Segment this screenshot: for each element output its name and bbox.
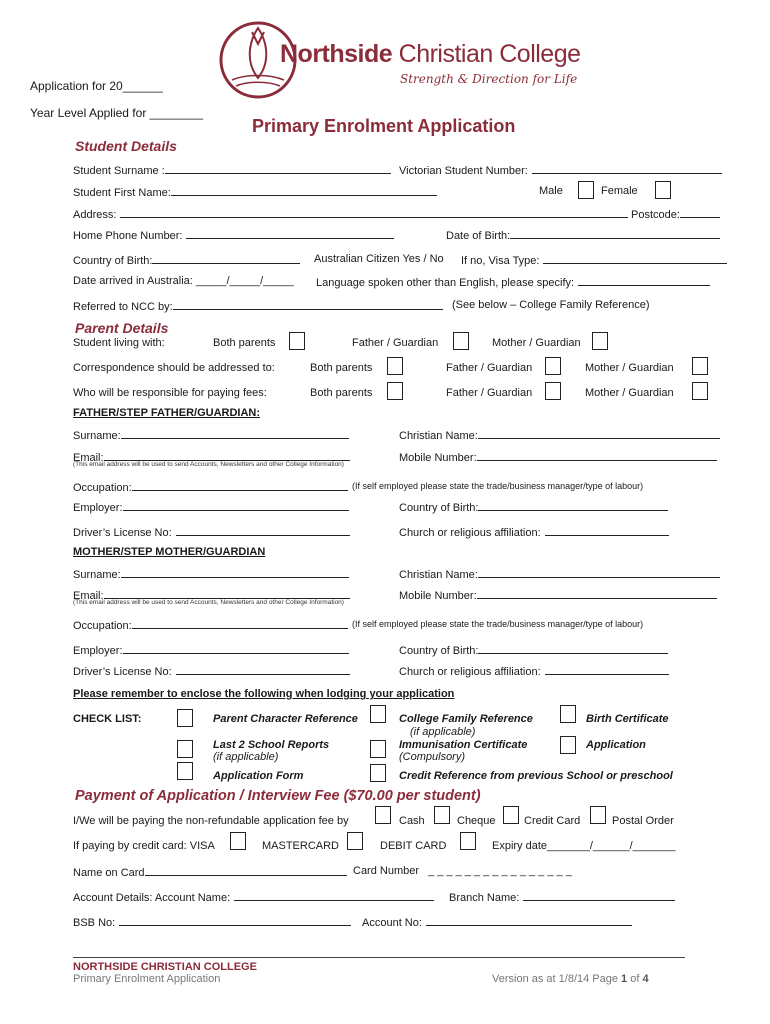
father-heading: FATHER/STEP FATHER/GUARDIAN: [73,407,261,419]
college-logo [218,18,588,98]
family-reference-label: College Family Reference [399,713,533,725]
living-both-checkbox[interactable] [289,332,305,350]
referred-by-field[interactable]: Referred to NCC by: [73,299,443,313]
expiry-date-field[interactable]: Expiry date_______/______/_______ [492,840,676,852]
parent-details-heading: Parent Details [75,320,169,336]
immunisation-label: Immunisation Certificate [399,739,528,751]
checklist-reminder: Please remember to enclose the following when lodging your application [73,688,455,700]
living-mother-label: Mother / Guardian [492,337,581,349]
mastercard-label: MASTERCARD [262,840,340,852]
family-reference-sub: (if applicable) [410,726,476,738]
postal-order-checkbox[interactable] [590,806,606,824]
credit-reference-checkbox[interactable] [370,764,386,782]
corr-father-label: Father / Guardian [446,362,533,374]
address-field[interactable]: Address: [73,207,628,221]
date-arrived-field[interactable]: Date arrived in Australia: _____/_____/_____ [73,275,294,287]
footer-form-name: Primary Enrolment Application [73,973,221,985]
account-name-field[interactable]: Account Details: Account Name: [73,890,434,904]
female-checkbox[interactable] [655,181,671,199]
school-reports-sub: (if applicable) [213,751,279,763]
application-form-label: Application Form [213,770,304,782]
mother-license-field[interactable]: Driver’s License No: [73,664,350,678]
corr-both-label: Both parents [310,362,373,374]
corr-mother-checkbox[interactable] [692,357,708,375]
account-number-field[interactable]: Account No: [362,915,632,929]
application-form-checkbox[interactable] [177,762,193,780]
application-checkbox[interactable] [560,736,576,754]
debit-card-label: DEBIT CARD [380,840,447,852]
pay-both-checkbox[interactable] [387,382,403,400]
mother-country-birth-field[interactable]: Country of Birth: [399,643,668,657]
father-church-field[interactable]: Church or religious affiliation: [399,525,669,539]
father-country-birth-field[interactable]: Country of Birth: [399,500,668,514]
visa-checkbox[interactable] [230,832,246,850]
mother-email-note: (This email address will be used to send Accounts, Newsletters and other College Information) [73,599,344,606]
student-surname-field[interactable]: Student Surname : [73,163,391,177]
father-surname-field[interactable]: Surname: [73,428,349,442]
cash-label: Cash [399,815,425,827]
father-occupation-note: (If self employed please state the trade/business manager/type of labour) [352,481,644,491]
cheque-label: Cheque [457,815,496,827]
mother-surname-field[interactable]: Surname: [73,567,349,581]
mother-christian-name-field[interactable]: Christian Name: [399,567,720,581]
mother-church-field[interactable]: Church or religious affiliation: [399,664,669,678]
country-of-birth-field[interactable]: Country of Birth: [73,253,300,267]
school-reports-checkbox[interactable] [177,740,193,758]
cash-checkbox[interactable] [375,806,391,824]
visa-label: If paying by credit card: VISA [73,840,215,852]
father-christian-name-field[interactable]: Christian Name: [399,428,720,442]
mother-email-field[interactable]: Email: [73,588,350,602]
corr-father-checkbox[interactable] [545,357,561,375]
father-email-field[interactable]: Email: [73,450,350,464]
checklist-label: CHECK LIST: [73,713,142,725]
postcode-field[interactable]: Postcode: [631,207,720,221]
logo-tagline: Strength & Direction for Life [400,72,578,86]
name-on-card-field[interactable]: Name on Card [73,865,347,879]
branch-name-field[interactable]: Branch Name: [449,890,675,904]
living-mother-checkbox[interactable] [592,332,608,350]
logo-wordmark: Northside Christian College [280,40,581,68]
paying-by-label: I/We will be paying the non-refundable application fee by [73,815,349,827]
male-label: Male [539,185,563,197]
pay-father-checkbox[interactable] [545,382,561,400]
father-license-field[interactable]: Driver’s License No: [73,525,350,539]
mother-heading: MOTHER/STEP MOTHER/GUARDIAN [73,546,266,558]
pay-mother-checkbox[interactable] [692,382,708,400]
parent-reference-label: Parent Character Reference [213,713,358,725]
paying-fees-label: Who will be responsible for paying fees: [73,387,267,399]
living-father-checkbox[interactable] [453,332,469,350]
corr-both-checkbox[interactable] [387,357,403,375]
birth-certificate-label: Birth Certificate [586,713,669,725]
credit-card-checkbox[interactable] [503,806,519,824]
pay-both-label: Both parents [310,387,373,399]
footer-college: NORTHSIDE CHRISTIAN COLLEGE [73,961,257,973]
parent-reference-checkbox[interactable] [177,709,193,727]
cheque-checkbox[interactable] [434,806,450,824]
postal-order-label: Postal Order [612,815,674,827]
pay-father-label: Father / Guardian [446,387,533,399]
see-below-note: (See below – College Family Reference) [452,299,650,311]
payment-heading: Payment of Application / Interview Fee ($70.00 per student) [75,788,481,804]
footer-divider [73,957,685,958]
card-number-field[interactable]: Card Number _ _ _ _ _ _ _ _ _ _ _ _ _ _ _ _ [353,865,572,877]
home-phone-field[interactable]: Home Phone Number: [73,228,394,242]
mother-occupation-note: (If self employed please state the trade/business manager/type of labour) [352,619,644,629]
language-field[interactable]: Language spoken other than English, please specify: [316,275,710,289]
father-employer-field[interactable]: Employer: [73,500,349,514]
pay-mother-label: Mother / Guardian [585,387,674,399]
father-mobile-field[interactable]: Mobile Number: [399,450,717,464]
application-label: Application [586,739,646,751]
application-year[interactable]: Application for 20______ [30,79,163,93]
vic-student-number-field[interactable]: Victorian Student Number: [399,163,722,177]
male-checkbox[interactable] [578,181,594,199]
female-label: Female [601,185,638,197]
immunisation-checkbox[interactable] [370,740,386,758]
father-email-note: (This email address will be used to send Accounts, Newsletters and other College Information) [73,461,344,468]
year-level-field[interactable]: Year Level Applied for ________ [30,106,204,120]
visa-type-field[interactable]: If no, Visa Type: [461,253,727,267]
correspondence-label: Correspondence should be addressed to: [73,362,275,374]
mother-mobile-field[interactable]: Mobile Number: [399,588,717,602]
living-both-label: Both parents [213,337,276,349]
living-father-label: Father / Guardian [352,337,439,349]
debit-card-checkbox[interactable] [460,832,476,850]
dob-field[interactable]: Date of Birth: [446,228,720,242]
page-title: Primary Enrolment Application [252,116,516,136]
school-reports-label: Last 2 School Reports [213,739,330,751]
mastercard-checkbox[interactable] [347,832,363,850]
immunisation-sub: (Compulsory) [399,751,466,763]
credit-reference-label: Credit Reference from previous School or preschool [399,770,673,782]
bsb-field[interactable]: BSB No: [73,915,351,929]
corr-mother-label: Mother / Guardian [585,362,674,374]
mother-occupation-field[interactable]: Occupation: [73,618,348,632]
mother-employer-field[interactable]: Employer: [73,643,349,657]
credit-card-label: Credit Card [524,815,581,827]
living-with-label: Student living with: [73,337,165,349]
birth-certificate-checkbox[interactable] [560,705,576,723]
student-details-heading: Student Details [75,138,177,154]
family-reference-checkbox[interactable] [370,705,386,723]
footer-page-info: Version as at 1/8/14 Page 1 of 4 [492,973,649,985]
father-occupation-field[interactable]: Occupation: [73,480,348,494]
australian-citizen-field[interactable]: Australian Citizen Yes / No [314,253,444,265]
student-first-name-field[interactable]: Student First Name: [73,185,437,199]
